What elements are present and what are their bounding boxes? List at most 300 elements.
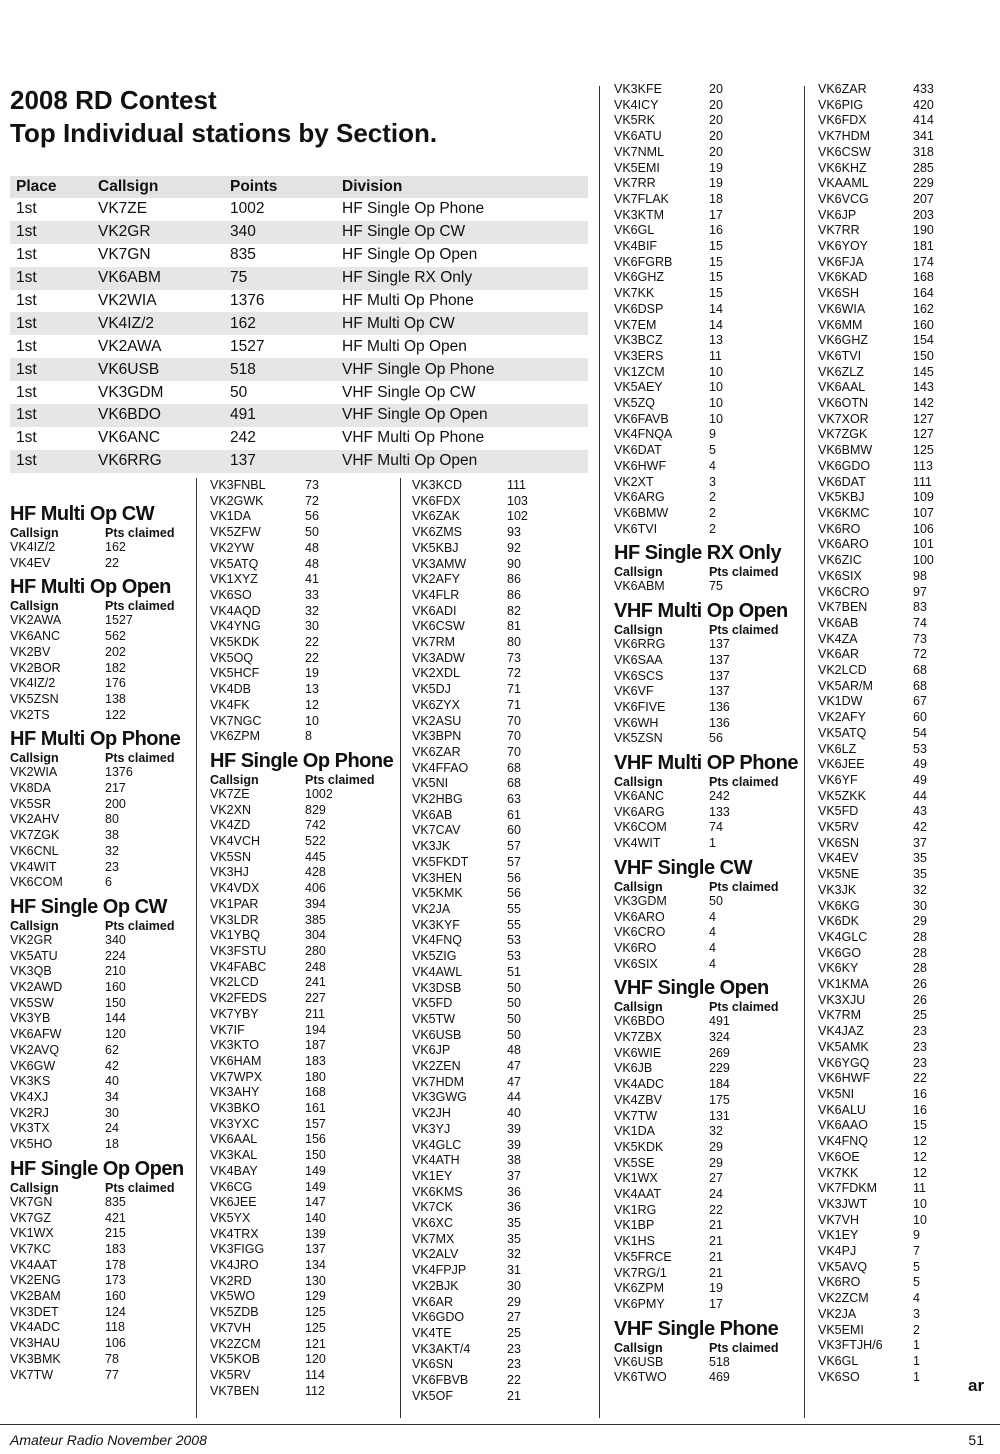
points-cell: 73 bbox=[507, 650, 521, 665]
callsign-cell: VK5ZQ bbox=[614, 396, 655, 411]
table-row bbox=[614, 522, 800, 538]
callsign-cell: VK6ADI bbox=[412, 603, 457, 618]
points-cell: 39 bbox=[507, 1137, 521, 1152]
points-cell: 162 bbox=[913, 301, 934, 316]
table-row bbox=[412, 855, 598, 871]
points-cell: 56 bbox=[709, 731, 723, 746]
table-row bbox=[210, 1148, 398, 1164]
callsign-cell: VK3JK bbox=[412, 839, 451, 854]
table-row bbox=[210, 991, 398, 1007]
points-cell: 178 bbox=[105, 1257, 126, 1272]
callsign-cell: VK6SN bbox=[818, 835, 859, 850]
points-cell: 24 bbox=[105, 1121, 119, 1136]
callsign-header: Callsign bbox=[614, 1340, 663, 1355]
callsign-cell: VK6VF bbox=[614, 684, 654, 699]
table-row bbox=[210, 850, 398, 866]
table-row bbox=[818, 522, 998, 538]
points-cell: 1 bbox=[709, 836, 716, 851]
table-row bbox=[818, 459, 998, 475]
callsign-cell: VK5RV bbox=[210, 1367, 251, 1382]
table-row bbox=[412, 886, 598, 902]
points-cell: 137 bbox=[709, 668, 730, 683]
callsign-cell: VK6BDO bbox=[614, 1014, 665, 1029]
section-subheader bbox=[10, 751, 194, 765]
table-row bbox=[10, 708, 194, 724]
col-header-place: Place bbox=[10, 176, 92, 198]
table-row bbox=[818, 176, 998, 192]
page-number: 51 bbox=[968, 1432, 984, 1448]
table-row bbox=[412, 698, 598, 714]
table-row bbox=[614, 1171, 800, 1187]
table-row bbox=[614, 145, 800, 161]
callsign-cell: VK3ERS bbox=[614, 348, 664, 363]
table-row bbox=[818, 1197, 998, 1213]
callsign-cell: VK6FJA bbox=[818, 254, 864, 269]
table-row bbox=[614, 1187, 800, 1203]
section-heading: HF Single Op Phone bbox=[210, 749, 394, 772]
callsign-cell: VK5FD bbox=[412, 996, 453, 1011]
table-row bbox=[10, 629, 194, 645]
callsign-cell: VK7TW bbox=[10, 1367, 54, 1382]
points-header: Pts claimed bbox=[105, 599, 175, 614]
points-cell: 73 bbox=[305, 478, 319, 492]
table-row bbox=[818, 1150, 998, 1166]
points-header: Pts claimed bbox=[105, 751, 175, 766]
callsign-cell: VK6FGRB bbox=[614, 254, 673, 269]
callsign-cell: VK6TVI bbox=[614, 521, 658, 536]
callsign-cell: VK6KMC bbox=[818, 505, 870, 520]
callsign-cell: VK6AAL bbox=[818, 380, 866, 395]
results-section bbox=[10, 895, 194, 1153]
points-cell: 147 bbox=[305, 1195, 326, 1210]
table-row bbox=[10, 1011, 194, 1027]
points-cell: 162 bbox=[105, 540, 126, 554]
table-row bbox=[614, 459, 800, 475]
points-cell: 215 bbox=[105, 1226, 126, 1241]
callsign-cell: VK6MM bbox=[818, 317, 863, 332]
points-cell: 224 bbox=[105, 948, 126, 963]
points-cell: 433 bbox=[913, 82, 934, 96]
points-cell: 4 bbox=[709, 925, 716, 940]
callsign-cell: VK6SIX bbox=[818, 568, 862, 583]
place-cell: 1st bbox=[10, 450, 92, 473]
points-cell: 2 bbox=[709, 521, 716, 536]
table-row bbox=[818, 1275, 998, 1291]
callsign-cell: VK3YB bbox=[10, 1011, 51, 1026]
points-cell: 340 bbox=[105, 932, 126, 947]
points-cell: 203 bbox=[913, 207, 934, 222]
points-cell: 68 bbox=[507, 760, 521, 775]
table-row bbox=[210, 1321, 398, 1337]
callsign-cell: VK6JP bbox=[818, 207, 857, 222]
table-row bbox=[614, 941, 800, 957]
callsign-cell: VK4IZ/2 bbox=[92, 312, 224, 335]
section-subheader bbox=[614, 1341, 800, 1355]
table-row bbox=[412, 635, 598, 651]
callsign-cell: VK3KS bbox=[10, 1074, 51, 1089]
callsign-cell: VK7TW bbox=[614, 1108, 658, 1123]
callsign-cell: VK2WIA bbox=[10, 765, 58, 780]
table-row bbox=[210, 635, 398, 651]
points-cell: 2 bbox=[709, 505, 716, 520]
callsign-cell: VK6CSW bbox=[818, 144, 871, 159]
table-row bbox=[10, 540, 194, 556]
table-row bbox=[818, 145, 998, 161]
points-cell: 229 bbox=[913, 176, 934, 191]
callsign-cell: VK2AFY bbox=[412, 572, 460, 587]
table-row bbox=[10, 1258, 194, 1274]
points-cell: 137 bbox=[709, 684, 730, 699]
callsign-cell: VK4AWL bbox=[412, 964, 463, 979]
points-cell: 22 bbox=[305, 650, 319, 665]
table-row bbox=[210, 1101, 398, 1117]
table-row bbox=[210, 619, 398, 635]
points-cell: 53 bbox=[507, 949, 521, 964]
callsign-cell: VK6BMW bbox=[614, 505, 669, 520]
callsign-cell: VK2XT bbox=[614, 474, 654, 489]
points-cell: 111 bbox=[507, 478, 527, 492]
points-header: Pts claimed bbox=[709, 775, 779, 790]
callsign-cell: VK6TVI bbox=[818, 348, 862, 363]
points-cell: 175 bbox=[709, 1092, 730, 1107]
table-row bbox=[818, 694, 998, 710]
section-heading: HF Multi Op Phone bbox=[10, 728, 181, 751]
callsign-cell: VK6SO bbox=[818, 1369, 860, 1384]
callsign-cell: VK6CSW bbox=[412, 619, 465, 634]
callsign-cell: VK7FDKM bbox=[818, 1181, 878, 1196]
points-cell: 10 bbox=[709, 380, 723, 395]
section-heading: VHF Multi OP Phone bbox=[614, 752, 798, 775]
table-row bbox=[818, 1071, 998, 1087]
table-row bbox=[412, 1169, 598, 1185]
callsign-cell: VK5ATQ bbox=[818, 725, 867, 740]
callsign-header: Callsign bbox=[10, 918, 59, 933]
table-row bbox=[10, 1027, 194, 1043]
points-cell: 16 bbox=[709, 223, 723, 238]
table-row bbox=[818, 318, 998, 334]
points-cell: 18 bbox=[709, 191, 723, 206]
callsign-cell: VK6FDX bbox=[412, 493, 461, 508]
points-cell: 55 bbox=[507, 901, 521, 916]
callsign-cell: VK4VCH bbox=[210, 834, 261, 849]
callsign-cell: VK6ALU bbox=[818, 1102, 866, 1117]
callsign-cell: VK4FFAO bbox=[412, 760, 469, 775]
callsign-cell: VK6DK bbox=[818, 914, 859, 929]
callsign-cell: VK6KHZ bbox=[818, 160, 867, 175]
table-row bbox=[10, 1320, 194, 1336]
callsign-cell: VK7KK bbox=[818, 1165, 859, 1180]
callsign-cell: VK6GDO bbox=[412, 1310, 465, 1325]
table-row bbox=[818, 946, 998, 962]
callsign-cell: VK3HEN bbox=[412, 870, 463, 885]
table-row bbox=[10, 613, 194, 629]
points-cell: 26 bbox=[913, 992, 927, 1007]
points-cell: 25 bbox=[913, 1008, 927, 1023]
table-row bbox=[10, 828, 194, 844]
callsign-cell: VK4AQD bbox=[210, 603, 261, 618]
table-row bbox=[614, 1077, 800, 1093]
callsign-cell: VK2AFY bbox=[818, 710, 866, 725]
points-cell: 10 bbox=[913, 1196, 927, 1211]
callsign-cell: VK6KMS bbox=[412, 1184, 463, 1199]
points-cell: 742 bbox=[305, 818, 326, 833]
points-cell: 51 bbox=[507, 964, 521, 979]
callsign-cell: VK4FK bbox=[210, 697, 250, 712]
table-row bbox=[614, 1030, 800, 1046]
callsign-cell: VK2BV bbox=[10, 644, 51, 659]
points-cell: 174 bbox=[913, 254, 934, 269]
table-row bbox=[412, 1090, 598, 1106]
callsign-cell: VK6ZAK bbox=[412, 509, 460, 524]
table-row bbox=[412, 1028, 598, 1044]
callsign-cell: VK4TE bbox=[412, 1325, 452, 1340]
callsign-cell: VK3BCZ bbox=[614, 333, 663, 348]
table-row bbox=[614, 396, 800, 412]
callsign-cell: VK5KDK bbox=[210, 635, 260, 650]
callsign-cell: VK7WPX bbox=[210, 1069, 263, 1084]
points-cell: 30 bbox=[913, 898, 927, 913]
points-cell: 50 bbox=[709, 893, 723, 908]
table-row bbox=[614, 716, 800, 732]
points-cell: 168 bbox=[305, 1085, 326, 1100]
points-cell: 16 bbox=[913, 1087, 927, 1101]
callsign-cell: VK6GO bbox=[818, 945, 862, 960]
callsign-header: Callsign bbox=[614, 775, 663, 790]
points-cell: 1376 bbox=[230, 292, 265, 309]
callsign-cell: VK2RD bbox=[210, 1273, 252, 1288]
points-cell: 98 bbox=[913, 568, 927, 583]
table-row bbox=[412, 1232, 598, 1248]
callsign-cell: VK6ARG bbox=[614, 490, 665, 505]
results-column-2 bbox=[210, 478, 398, 1399]
points-cell: 50 bbox=[507, 996, 521, 1011]
points-cell: 40 bbox=[105, 1074, 119, 1089]
callsign-cell: VK1WX bbox=[10, 1226, 54, 1241]
callsign-cell: VK6AAL bbox=[210, 1132, 258, 1147]
table-row bbox=[614, 820, 800, 836]
points-cell: 14 bbox=[709, 317, 723, 332]
table-row bbox=[818, 867, 998, 883]
table-row bbox=[818, 239, 998, 255]
callsign-cell: VK6ABM bbox=[92, 267, 224, 290]
table-row bbox=[818, 475, 998, 491]
points-cell: 140 bbox=[305, 1210, 326, 1225]
summary-row bbox=[10, 198, 588, 221]
table-row bbox=[412, 792, 598, 808]
summary-row bbox=[10, 267, 588, 290]
callsign-cell: VK5AMK bbox=[818, 1039, 869, 1054]
callsign-cell: VK3KTO bbox=[210, 1038, 260, 1053]
points-cell: 11 bbox=[913, 1181, 926, 1196]
points-cell: 28 bbox=[913, 961, 927, 976]
table-row bbox=[10, 1226, 194, 1242]
points-cell: 32 bbox=[105, 843, 119, 858]
table-row bbox=[412, 1342, 598, 1358]
results-section bbox=[614, 541, 800, 595]
callsign-cell: VK6ZPM bbox=[614, 1281, 665, 1296]
points-cell: 10 bbox=[709, 396, 723, 411]
table-row bbox=[818, 710, 998, 726]
points-cell: 24 bbox=[709, 1187, 723, 1202]
callsign-cell: VK7IF bbox=[210, 1022, 245, 1037]
table-row bbox=[614, 98, 800, 114]
table-row bbox=[818, 1134, 998, 1150]
callsign-cell: VKAAML bbox=[818, 176, 869, 191]
table-row bbox=[614, 653, 800, 669]
points-cell: 183 bbox=[305, 1053, 326, 1068]
points-cell: 17 bbox=[709, 1297, 723, 1311]
table-row bbox=[818, 757, 998, 773]
points-cell: 109 bbox=[913, 490, 934, 505]
table-row bbox=[614, 1370, 800, 1386]
points-cell: 120 bbox=[105, 1027, 126, 1042]
table-row bbox=[210, 478, 398, 494]
ar-logo: ar bbox=[968, 1376, 985, 1395]
callsign-cell: VK6JEE bbox=[818, 757, 865, 772]
table-row bbox=[210, 572, 398, 588]
callsign-cell: VK6PIG bbox=[818, 97, 864, 112]
table-row bbox=[10, 1273, 194, 1289]
points-cell: 25 bbox=[507, 1325, 521, 1340]
callsign-cell: VK6GHZ bbox=[818, 333, 869, 348]
points-cell: 56 bbox=[507, 870, 521, 885]
points-cell: 22 bbox=[305, 635, 319, 650]
table-row bbox=[412, 541, 598, 557]
points-cell: 47 bbox=[507, 1059, 521, 1074]
points-cell: 38 bbox=[105, 828, 119, 843]
callsign-cell: VK7GN bbox=[98, 246, 151, 264]
points-cell: 285 bbox=[913, 160, 934, 175]
results-section bbox=[614, 751, 800, 852]
table-row bbox=[818, 490, 998, 506]
points-cell: 211 bbox=[305, 1006, 325, 1021]
callsign-cell: VK6GL bbox=[818, 1353, 859, 1368]
table-row bbox=[210, 729, 398, 745]
place-cell: 1st bbox=[16, 337, 37, 355]
table-row bbox=[10, 933, 194, 949]
table-row bbox=[818, 82, 998, 98]
callsign-cell: VK3FSTU bbox=[210, 943, 267, 958]
points-cell: 27 bbox=[709, 1171, 723, 1186]
table-row bbox=[818, 742, 998, 758]
callsign-cell: VK6VCG bbox=[818, 191, 869, 206]
table-row bbox=[210, 975, 398, 991]
points-cell: 19 bbox=[709, 160, 723, 175]
results-section bbox=[614, 976, 800, 1312]
points-cell: 11 bbox=[709, 348, 722, 363]
points-cell: 242 bbox=[709, 789, 730, 804]
points-cell: 4 bbox=[709, 909, 716, 924]
points-cell: 74 bbox=[709, 820, 723, 835]
callsign-cell: VK3FIGG bbox=[210, 1242, 265, 1257]
points-cell: 217 bbox=[105, 781, 126, 796]
table-row bbox=[412, 1075, 598, 1091]
table-row bbox=[818, 1103, 998, 1119]
callsign-cell: VK7RM bbox=[818, 1008, 862, 1023]
points-cell: 129 bbox=[305, 1289, 326, 1304]
callsign-cell: VK3AKT/4 bbox=[412, 1341, 471, 1356]
callsign-cell: VK6XC bbox=[412, 1216, 453, 1231]
section-subheader bbox=[10, 526, 194, 540]
points-cell: 4 bbox=[709, 940, 716, 955]
callsign-cell: VK5SE bbox=[614, 1155, 655, 1170]
table-row bbox=[818, 286, 998, 302]
callsign-cell: VK7EM bbox=[614, 317, 657, 332]
table-row bbox=[412, 808, 598, 824]
points-cell: 86 bbox=[507, 572, 521, 587]
points-cell: 56 bbox=[507, 886, 521, 901]
section-heading: VHF Single Phone bbox=[614, 1317, 779, 1340]
table-row bbox=[412, 1138, 598, 1154]
points-cell: 280 bbox=[305, 943, 326, 958]
table-row bbox=[210, 881, 398, 897]
points-cell: 15 bbox=[709, 254, 723, 269]
table-row bbox=[210, 1384, 398, 1400]
table-row bbox=[614, 475, 800, 491]
points-cell: 71 bbox=[507, 697, 521, 712]
table-row bbox=[614, 1250, 800, 1266]
callsign-cell: VK6FDX bbox=[818, 113, 867, 128]
table-row bbox=[818, 930, 998, 946]
table-row bbox=[210, 787, 398, 803]
callsign-cell: VK3TX bbox=[10, 1121, 50, 1136]
table-row bbox=[10, 860, 194, 876]
points-cell: 30 bbox=[105, 1105, 119, 1120]
callsign-cell: VK6WIA bbox=[818, 301, 866, 316]
points-cell: 127 bbox=[913, 427, 934, 442]
callsign-cell: VK6WH bbox=[614, 715, 659, 730]
callsign-cell: VK2AVQ bbox=[10, 1042, 60, 1057]
points-cell: 86 bbox=[507, 587, 521, 602]
points-cell: 20 bbox=[709, 82, 723, 96]
place-cell: 1st bbox=[16, 383, 37, 401]
callsign-cell: VK7ZGK bbox=[818, 427, 868, 442]
callsign-cell: VK6ZAR bbox=[412, 744, 461, 759]
points-cell: 1002 bbox=[305, 786, 333, 801]
table-row bbox=[614, 506, 800, 522]
callsign-cell: VK6ARG bbox=[614, 804, 665, 819]
footer-rule bbox=[0, 1424, 1000, 1425]
results-section bbox=[10, 1157, 194, 1383]
points-cell: 41 bbox=[305, 572, 319, 587]
points-cell: 67 bbox=[913, 694, 927, 709]
col-header-division: Division bbox=[336, 176, 588, 198]
points-cell: 142 bbox=[913, 396, 934, 411]
points-header: Pts claimed bbox=[105, 1180, 175, 1195]
callsign-cell: VK2ENG bbox=[10, 1273, 61, 1288]
points-cell: 80 bbox=[105, 812, 119, 827]
table-row bbox=[210, 1195, 398, 1211]
points-cell: 23 bbox=[913, 1039, 927, 1054]
callsign-header: Callsign bbox=[10, 751, 59, 766]
table-row bbox=[614, 1156, 800, 1172]
points-cell: 10 bbox=[709, 364, 723, 379]
summary-table bbox=[10, 176, 588, 473]
points-cell: 5 bbox=[709, 443, 716, 458]
callsign-cell: VK4FPJP bbox=[412, 1263, 467, 1278]
table-row bbox=[412, 918, 598, 934]
callsign-cell: VK5EMI bbox=[818, 1322, 864, 1337]
callsign-cell: VK4ADC bbox=[10, 1320, 61, 1335]
callsign-cell: VK4FABC bbox=[210, 959, 267, 974]
summary-row bbox=[10, 244, 588, 267]
table-row bbox=[412, 1357, 598, 1373]
callsign-cell: VK2ZCM bbox=[818, 1291, 869, 1306]
table-row bbox=[818, 1338, 998, 1354]
points-cell: 125 bbox=[913, 443, 934, 458]
callsign-cell: VK6AB bbox=[412, 807, 453, 822]
callsign-header: Callsign bbox=[614, 565, 663, 580]
